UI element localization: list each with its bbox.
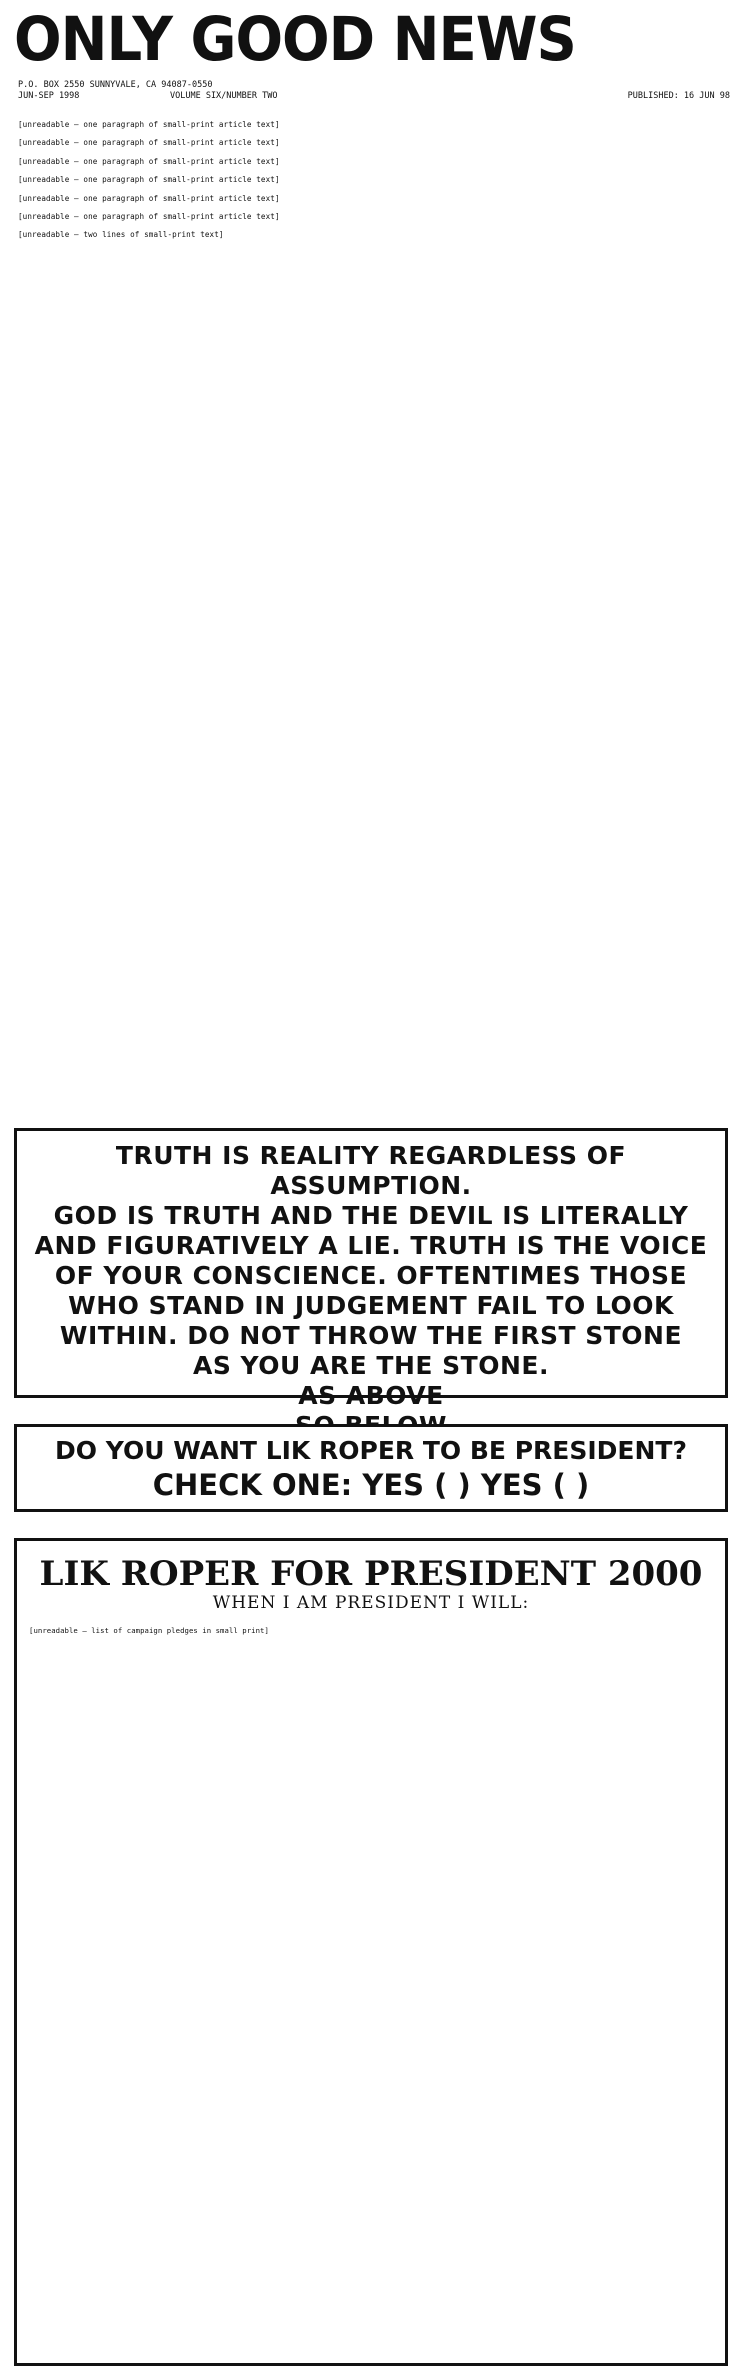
pledge-item: [unreadable — list of campaign pledges in small print] (29, 1626, 269, 1635)
truth-line: GOD IS TRUTH AND THE DEVIL IS LITERALLY (53, 1201, 689, 1230)
masthead-title: ONLY GOOD NEWS (14, 4, 576, 75)
article-line: [unreadable — one paragraph of small-print article text] (18, 138, 280, 148)
article-paragraph (18, 194, 730, 203)
article-line: [unreadable — one paragraph of small-print article text] (18, 156, 280, 166)
article-paragraph (18, 138, 730, 147)
article-paragraph (18, 230, 730, 239)
article-line: [unreadable — one paragraph of small-print article text] (18, 212, 280, 222)
article-line: [unreadable — one paragraph of small-print article text] (18, 193, 280, 203)
vote-box (14, 1424, 728, 1512)
truth-line: WITHIN. DO NOT THROW THE FIRST STONE (59, 1321, 683, 1350)
article-line: [unreadable — one paragraph of small-print article text] (18, 120, 280, 129)
pledge-subtitle: WHEN I AM PRESIDENT I WILL: (212, 1593, 530, 1613)
truth-line: TRUTH IS REALITY REGARDLESS OF ASSUMPTION. (115, 1141, 627, 1200)
truth-line: AS ABOVE (298, 1381, 444, 1410)
article-paragraph (18, 120, 730, 129)
vote-question: DO YOU WANT LIK ROPER TO BE PRESIDENT? (55, 1436, 687, 1465)
article-line: [unreadable — two lines of small-print text] (18, 230, 224, 240)
published-date: PUBLISHED: 16 JUN 98 (627, 91, 730, 101)
truth-line: OF YOUR CONSCIENCE. OFTENTIMES THOSE (54, 1261, 688, 1290)
article-paragraph (18, 175, 730, 184)
vote-choices: CHECK ONE: YES ( ) YES ( ) (152, 1468, 590, 1502)
truth-box (14, 1128, 728, 1410)
truth-line: WHO STAND IN JUDGEMENT FAIL TO LOOK (68, 1291, 674, 1320)
truth-line: AND FIGURATIVELY A LIE. TRUTH IS THE VOICE (34, 1231, 708, 1260)
pledge-title: LIK ROPER FOR PRESIDENT 2000 (39, 1554, 703, 1594)
volume-number: VOLUME SIX/NUMBER TWO (170, 91, 278, 101)
truth-line: AS YOU ARE THE STONE. (193, 1351, 549, 1380)
article-line: [unreadable — one paragraph of small-print article text] (18, 175, 280, 185)
issue-date: JUN-SEP 1998 (18, 91, 80, 101)
mailing-address: P.O. BOX 2550 SUNNYVALE, CA 94087-0550 (18, 80, 213, 90)
pledge-box (14, 1538, 728, 2366)
pledge-list (29, 1627, 715, 1636)
article-paragraph (18, 212, 730, 221)
article-paragraph (18, 157, 730, 166)
news-articles (18, 120, 730, 249)
